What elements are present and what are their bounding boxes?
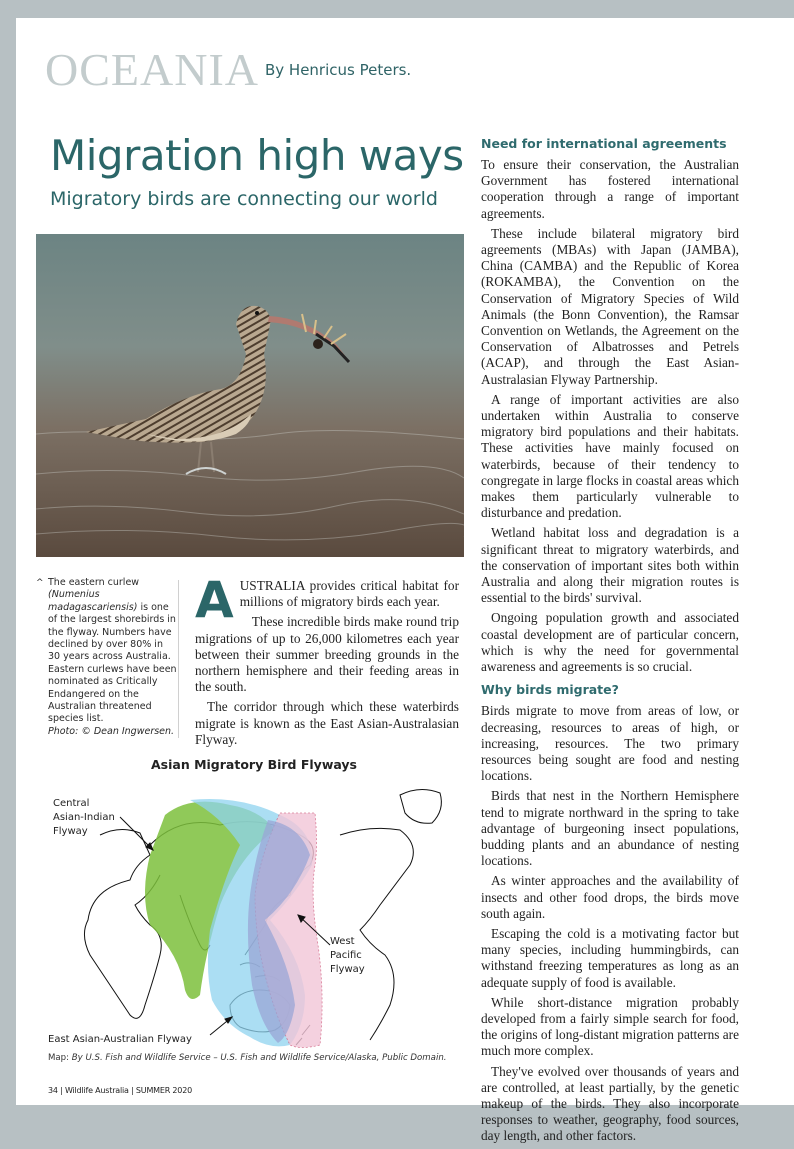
caption-species: (Numenius madagascariensis) [48, 589, 138, 613]
label-line: Flyway [330, 964, 365, 975]
article-headline: Migration high ways [50, 131, 464, 180]
map-title: Asian Migratory Bird Flyways [150, 757, 358, 772]
caret-up-icon: ^ [36, 578, 44, 588]
article-standfirst: Migratory birds are connecting our world [50, 188, 438, 210]
paragraph: Wetland habitat loss and degradation is a significant threat to migratory waterbirds, and the conservation of important sites both within Australia and along their migration routes is essential to the birds' survival. [481, 525, 739, 606]
label-east-asian-australian-flyway: East Asian-Australian Flyway [48, 1034, 192, 1045]
heading-international-agreements: Need for international agreements [481, 136, 727, 151]
paragraph: Ongoing population growth and associated coastal development are of particular concern, which is why the need for governmental awareness and agreements is so crucial. [481, 610, 739, 675]
right-column [481, 136, 739, 1149]
flyway-map [40, 755, 468, 1055]
intro-text [195, 571, 459, 752]
heading-why-birds-migrate: Why birds migrate? [481, 682, 619, 698]
label-line: Pacific [330, 950, 362, 961]
paragraph: A range of important activities are also undertaken within Australia to conserve migratory bird populations and their habitats. These activities have mainly focused on waterbirds, because of their tendency to congregate in large flocks in coastal areas which makes them particularly vulnerable to disturbance and predation. [481, 391, 739, 521]
map-credit-text: By U.S. Fish and Wildlife Service – U.S. Fish and Wildlife Service/Alaska, Public Domain. [71, 1053, 447, 1063]
photo-caption [38, 577, 178, 738]
caption-line1: The eastern curlew [48, 577, 140, 588]
intro-paragraph-2: These incredible birds make round trip migrations of up to 26,000 kilometres each year between their summer breeding grounds in the northern hemisphere and their feeding areas in the south. [195, 614, 459, 695]
map-credit [48, 1053, 468, 1063]
intro-paragraph-1: USTRALIA provides critical habitat for millions of migratory birds each year. [239, 578, 459, 610]
paragraph: These include bilateral migratory bird agreements (MBAs) with Japan (JAMBA), China (CAMBA) and the Republic of Korea (ROKAMBA), the Convention on the Conservation of Migratory Species of Wild Animals (the Bonn Convention), the Ramsar Convention on Wetlands, the Agreement on the Conservation of Albatrosses and Petrels (ACAP), and through the East Asian-Australasian Flyway Partnership. [481, 225, 739, 387]
drop-cap: A [195, 571, 234, 629]
photo-credit: Photo: © Dean Ingwersen. [48, 725, 175, 737]
caption-body: is one of the largest shorebirds in the flyway. Numbers have declined by over 80% in 30 years across Australia. Eastern curlews have been nominated as Critically Endangered on the Australian threatened species list. [48, 601, 177, 725]
label-line: Central [53, 798, 90, 809]
paragraph: Escaping the cold is a motivating factor but many species, including hummingbirds, can withstand freezing temperatures as long as an adequate supply of food is available. [481, 925, 739, 990]
curlew-photo [36, 234, 464, 557]
byline: By Henricus Peters. [264, 61, 412, 79]
page-footer: 34 | Wildlife Australia | SUMMER 2020 [48, 1086, 192, 1095]
paragraph: Birds migrate to move from areas of low, or decreasing, resources to areas of high, or increasing, resources. The two primary resources being sought are food and nesting locations. [481, 703, 739, 784]
label-line: Asian-Indian [53, 812, 115, 823]
column-divider [178, 580, 179, 738]
section-banner [45, 44, 412, 95]
paragraph: As winter approaches and the availability of insects and other food drops, the birds move south again. [481, 873, 739, 921]
label-line: West [330, 936, 355, 947]
section-name: OCEANIA [45, 44, 259, 95]
label-west-pacific-flyway [330, 935, 365, 977]
paragraph: To ensure their conservation, the Australian Government has fostered international cooperation through a range of important agreements. [481, 157, 739, 221]
paragraph: They've evolved over thousands of years and are controlled, at least partially, by the genetic makeup of the birds. They also incorporate responses to weather, geography, food sources, day length, and other factors. [481, 1063, 739, 1144]
paragraph: Birds that nest in the Northern Hemisphere tend to migrate northward in the spring to take advantage of burgeoning insect populations, budding plants and an abundance of nesting locations. [481, 788, 739, 869]
label-line: Flyway [53, 826, 88, 837]
map-credit-prefix: Map: [48, 1053, 70, 1063]
intro-paragraph-3: The corridor through which these waterbirds migrate is known as the East Asian-Australasian Flyway. [195, 699, 459, 747]
label-central-asian-indian-flyway [53, 797, 115, 839]
curlew-illustration [36, 234, 464, 557]
paragraph: While short-distance migration probably developed from a fairly simple search for food, the origins of long-distant migration patterns are much more complex. [481, 994, 739, 1059]
